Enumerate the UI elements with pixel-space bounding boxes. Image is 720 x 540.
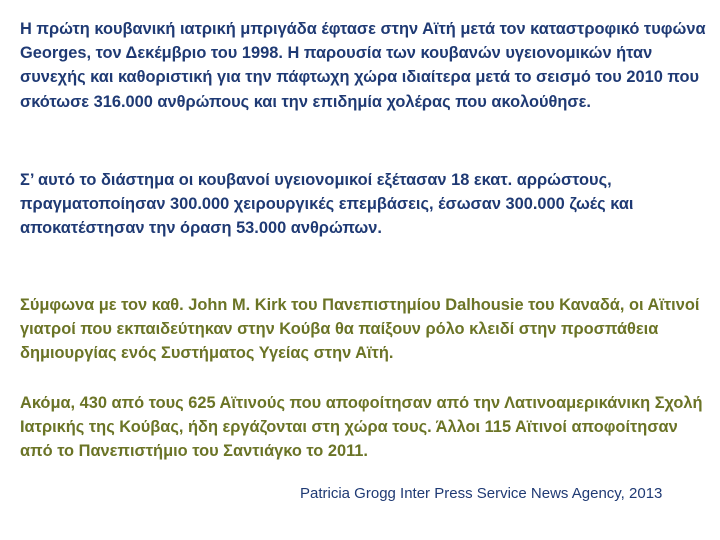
paragraph-graduates: Ακόμα, 430 από τους 625 Αϊτινούς που αποφοίτησαν από την Λατινοαμερικάνικη Σχολή Ιατρικής της Κούβας, ήδη εργάζονται στη χώρα τους. Άλλοι 115 Αϊτινοί αποφοίτησαν από το Πανεπιστήμιο του Σαντιάγκο το 2011. — [20, 394, 703, 461]
paragraph-kirk-quote: Σύμφωνα με τον καθ. John M. Kirk του Πανεπιστημίου Dalhousie του Καναδά, οι Αϊτινοί γιατροί που εκπαιδεύτηκαν στην Κούβα θα παίξουν ρόλο κλειδί στην προσπάθεια δημιουργίας ενός Συστήματος Υγείας στην Αϊτή. — [20, 296, 700, 363]
source-citation: Patricia Grogg Inter Press Service News Agency, 2013 — [300, 485, 663, 502]
paragraph-medical-statistics: Σ’ αυτό το διάστημα οι κουβανοί υγειονομικοί εξέτασαν 18 εκατ. αρρώστους, πραγματοποίησαν 300.000 χειρουργικές επεμβάσεις, έσωσαν 300.000 ζωές και αποκατέστησαν την όραση 53.000 ανθρώπων. — [20, 171, 634, 238]
paragraph-haiti-brigade-history: Η πρώτη κουβανική ιατρική μπριγάδα έφτασε στην Αϊτή μετά τον καταστροφικό τυφώνα Georges, τον Δεκέμβριο του 1998. Η παρουσία των κουβανών υγειονομικών ήταν συνεχής και καθοριστική για την πάφτωχη χώρα ιδιαίτερα μετά το σεισμό του 2010 που σκότωσε 316.000 ανθρώπους και την επιδημία χολέρας που ακολούθησε. — [20, 20, 706, 111]
